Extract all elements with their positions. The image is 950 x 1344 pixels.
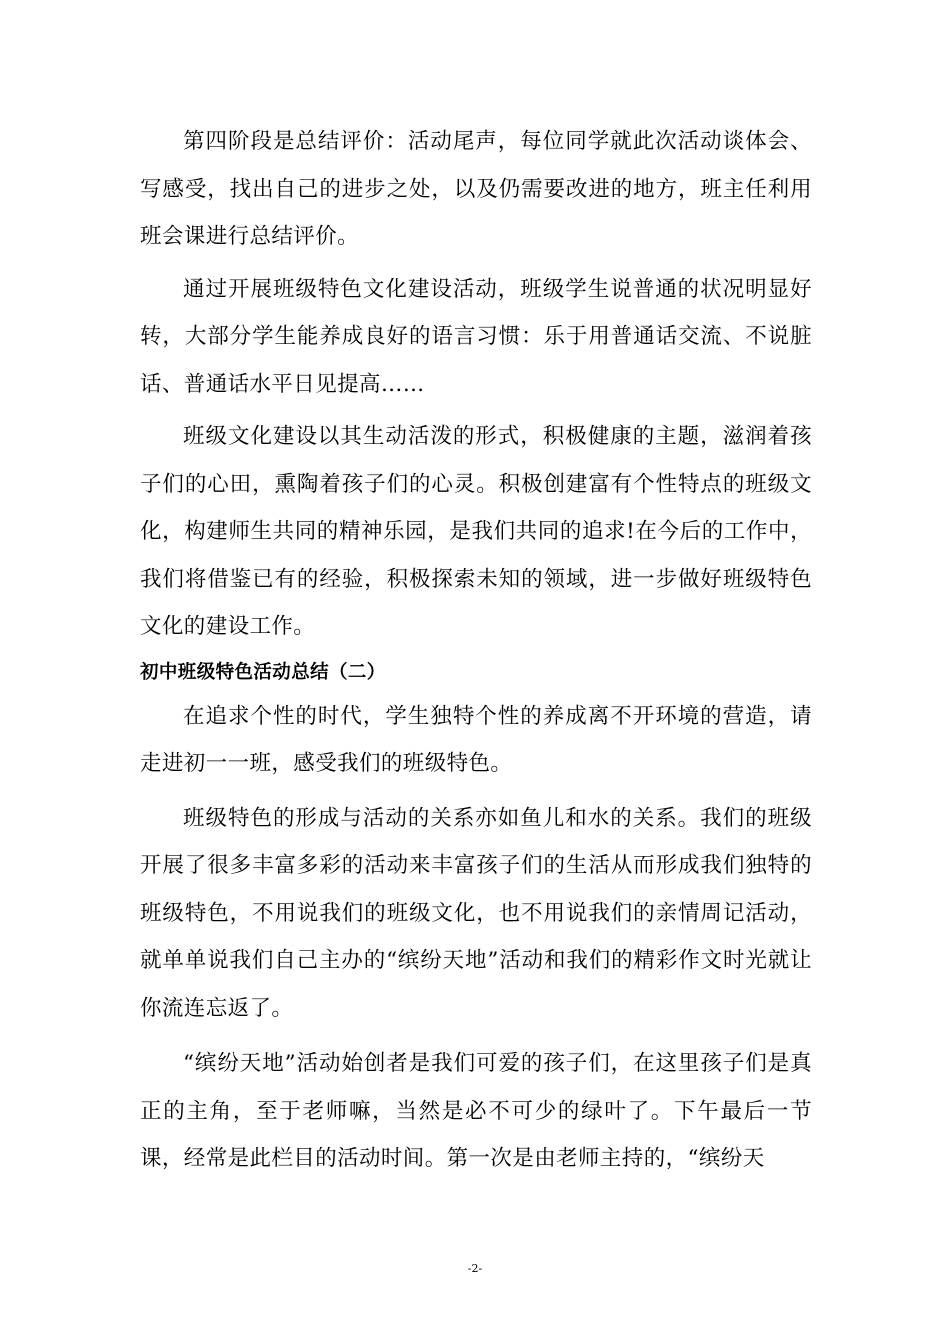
paragraph-individuality: 在追求个性的时代，学生独特个性的养成离不开环境的营造，请走进初一一班，感受我们的班级特色。 (140, 703, 812, 776)
paragraph-class-activities: 班级特色的形成与活动的关系亦如鱼儿和水的关系。我们的班级开展了很多丰富多彩的活动来丰富孩子们的生活从而形成我们独特的班级特色，不用说我们的班级文化，也不用说我们的亲情周记活动，就单单说我们自己主办的“缤纷天地”活动和我们的精彩作文时光就让你流连忘返了。 (140, 805, 812, 1021)
paragraph-mandarin-improvement: 通过开展班级特色文化建设活动，班级学生说普通的状况明显好转，大部分学生能养成良好的语言习惯：乐于用普通话交流、不说脏话、普通话水平日见提高…… (140, 276, 812, 397)
document-page (140, 118, 812, 1183)
paragraph-stage-four-summary: 第四阶段是总结评价：活动尾声，每位同学就此次活动谈体会、写感受，找出自己的进步之处，以及仍需要改进的地方，班主任利用班会课进行总结评价。 (140, 129, 812, 249)
section-heading: 初中班级特色活动总结（二） (140, 661, 386, 683)
paragraph-colorful-world: “缤纷天地”活动始创者是我们可爱的孩子们，在这里孩子们是真正的主角，至于老师嘛，当然是必不可少的绿叶了。下午最后一节课，经常是此栏目的活动时间。第一次是由老师主持的，“缤纷天 (140, 1051, 812, 1171)
page-number: -2- (467, 1262, 483, 1275)
paragraph-class-culture: 班级文化建设以其生动活泼的形式，积极健康的主题，滋润着孩子们的心田，熏陶着孩子们的心灵。积极创建富有个性特点的班级文化，构建师生共同的精神乐园，是我们共同的追求!在今后的工作中，我们将借鉴已有的经验，积极探索未知的领域，进一步做好班级特色文化的建设工作。 (140, 424, 812, 639)
